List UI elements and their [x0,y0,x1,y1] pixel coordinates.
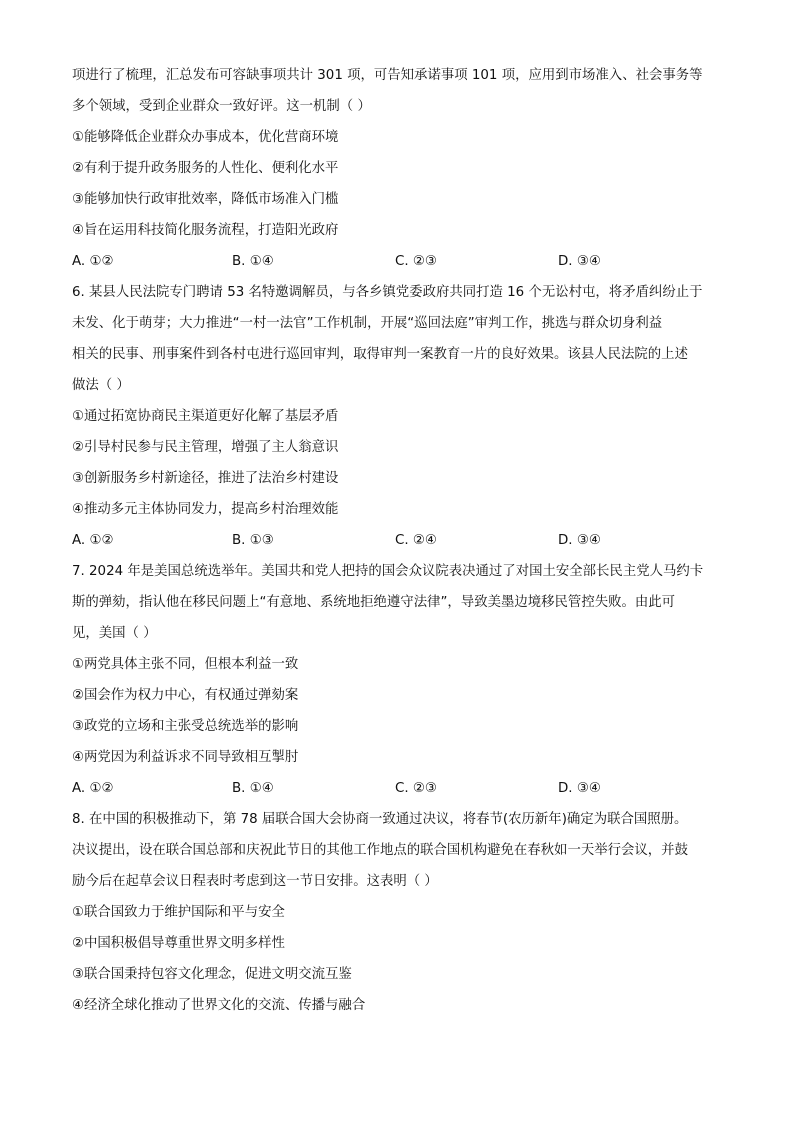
statement-4: ④推动多元主体协同发力，提高乡村治理效能 [72,502,339,517]
statement-3: ③联合国秉持包容文化理念，促进文明交流互鉴 [72,967,352,982]
option-a[interactable]: A. ①② [72,781,114,796]
statement-2: ②有利于提升政务服务的人性化、便利化水平 [72,161,339,176]
option-d[interactable]: D. ③④ [558,781,601,796]
statement-1: ①能够降低企业群众办事成本，优化营商环境 [72,130,339,145]
answer-options [72,525,724,556]
question-stem-line: 多个领域，受到企业群众一致好评。这一机制（ ） [72,99,371,114]
answer-options [72,773,724,804]
option-d[interactable]: D. ③④ [558,254,601,269]
question-8 [72,804,724,1021]
option-a[interactable]: A. ①② [72,254,114,269]
option-b[interactable]: B. ①④ [232,254,274,269]
statement-4: ④旨在运用科技简化服务流程，打造阳光政府 [72,223,339,238]
statement-4: ④两党因为利益诉求不同导致相互掣肘 [72,750,299,765]
option-d[interactable]: D. ③④ [558,533,601,548]
statement-1: ①两党具体主张不同，但根本利益一致 [72,657,299,672]
question-stem-line: 8. 在中国的积极推动下，第 78 届联合国大会协商一致通过决议，将春节(农历新年)确定为联合国照册。 [72,812,688,827]
option-c[interactable]: C. ②④ [395,533,437,548]
statement-3: ③创新服务乡村新途径，推进了法治乡村建设 [72,471,339,486]
question-5 [72,60,724,277]
question-stem-line: 斯的弹劾，指认他在移民问题上“有意地、系统地拒绝遵守法律”，导致美墨边境移民管控失败。由此可 [72,595,676,610]
question-stem-line: 项进行了梳理，汇总发布可容缺事项共计 301 项，可告知承诺事项 101 项，应用到市场准入、社会事务等 [72,68,703,83]
option-c[interactable]: C. ②③ [395,781,437,796]
question-stem-line: 7. 2024 年是美国总统选举年。美国共和党人把持的国会众议院表决通过了对国土安全部长民主党人马约卡 [72,564,704,579]
statement-1: ①联合国致力于维护国际和平与安全 [72,905,285,920]
statement-2: ②国会作为权力中心，有权通过弹劾案 [72,688,299,703]
exam-page [72,60,724,1021]
statement-3: ③能够加快行政审批效率，降低市场准入门槛 [72,192,339,207]
option-b[interactable]: B. ①④ [232,781,274,796]
question-stem-line: 见，美国（ ） [72,626,157,641]
question-6 [72,277,724,556]
question-stem-line: 相关的民事、刑事案件到各村屯进行巡回审判，取得审判一案教育一片的良好效果。该县人民法院的上述 [72,347,688,362]
question-stem-line: 决议提出，设在联合国总部和庆祝此节日的其他工作地点的联合国机构避免在春秋如一天举行会议，并鼓 [72,843,688,858]
statement-4: ④经济全球化推动了世界文化的交流、传播与融合 [72,998,366,1013]
question-stem-line: 励今后在起草会议日程表时考虑到这一节日安排。这表明（ ） [72,874,438,889]
statement-1: ①通过拓宽协商民主渠道更好化解了基层矛盾 [72,409,339,424]
answer-options [72,246,724,277]
option-b[interactable]: B. ①③ [232,533,274,548]
question-stem-line: 做法（ ） [72,378,130,393]
option-c[interactable]: C. ②③ [395,254,437,269]
option-a[interactable]: A. ①② [72,533,114,548]
question-7 [72,556,724,804]
statement-2: ②中国积极倡导尊重世界文明多样性 [72,936,285,951]
question-stem-line: 未发、化于萌芽；大力推进“一村一法官”工作机制，开展“巡回法庭”审判工作，挑选与群众切身利益 [72,316,663,331]
question-stem-line: 6. 某县人民法院专门聘请 53 名特邀调解员，与各乡镇党委政府共同打造 16 个无讼村屯，将矛盾纠纷止于 [72,285,703,300]
statement-2: ②引导村民参与民主管理，增强了主人翁意识 [72,440,339,455]
statement-3: ③政党的立场和主张受总统选举的影响 [72,719,299,734]
